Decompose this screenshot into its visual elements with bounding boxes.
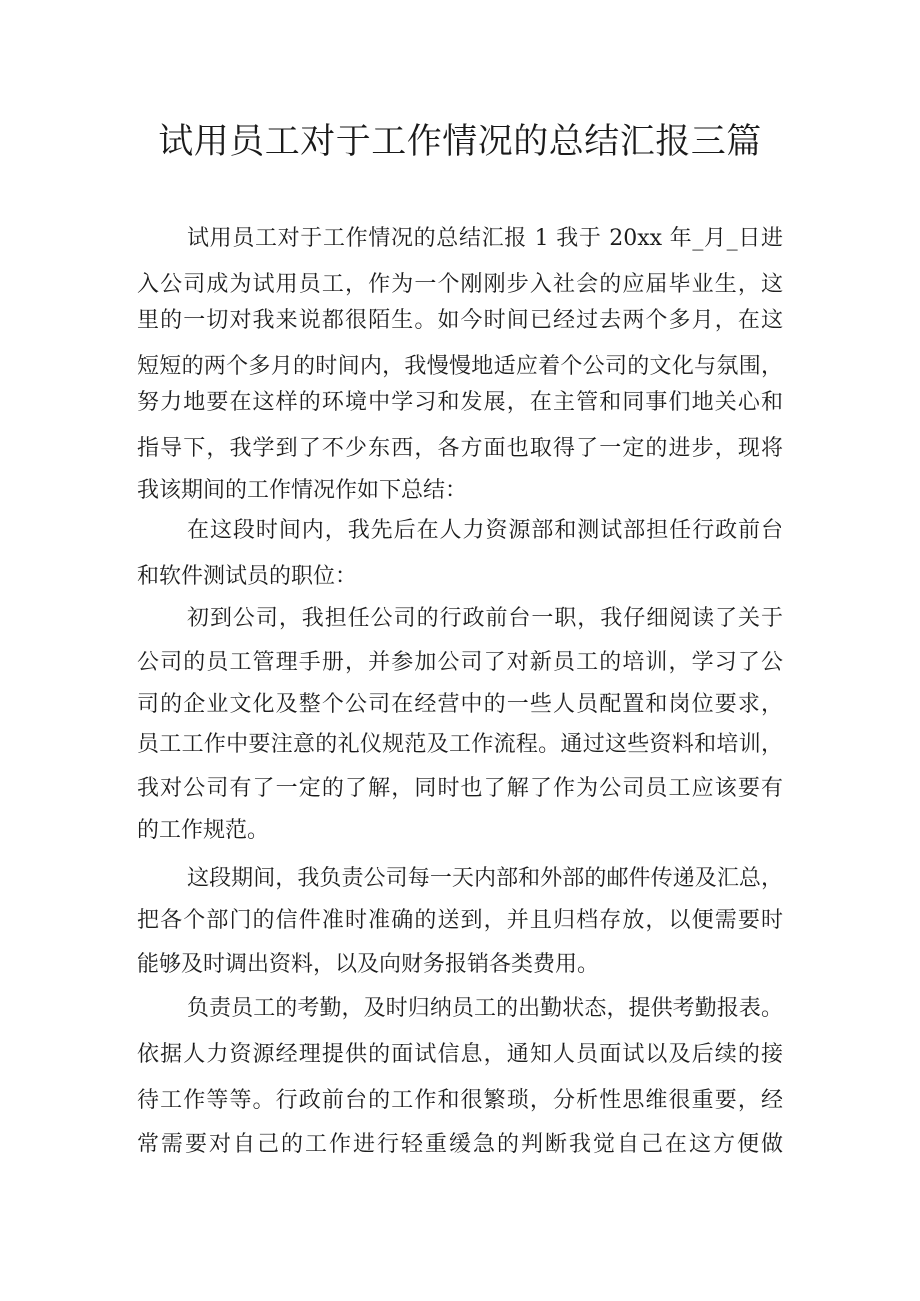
paragraph-line: 试用员工对于工作情况的总结汇报 1 我于 20xx 年_月_日进 (187, 226, 783, 251)
paragraph-line: 公司的员工管理手册，并参加公司了对新员工的培训，学习了公 (137, 650, 783, 675)
paragraph-line: 的工作规范。 (137, 818, 270, 843)
paragraph-line: 我该期间的工作情况作如下总结： (137, 478, 468, 503)
paragraph-line: 里的一切对我来说都很陌生。如今时间已经过去两个多月，在这 (137, 308, 783, 333)
paragraph-line: 指导下，我学到了不少东西，各方面也取得了一定的进步，现将 (137, 436, 783, 461)
paragraph-line: 常需要对自己的工作进行轻重缓急的判断我觉自己在这方便做 (137, 1132, 783, 1157)
document-title: 试用员工对于工作情况的总结汇报三篇 (158, 122, 762, 162)
paragraph-line: 能够及时调出资料，以及向财务报销各类费用。 (137, 952, 600, 977)
paragraph-line: 短短的两个多月的时间内，我慢慢地适应着个公司的文化与氛围， (137, 354, 783, 379)
paragraph-line: 我对公司有了一定的了解，同时也了解了作为公司员工应该要有 (137, 776, 783, 801)
paragraph-line: 这段期间，我负责公司每一天内部和外部的邮件传递及汇总， (187, 866, 783, 891)
paragraph-line: 待工作等等。行政前台的工作和很繁琐，分析性思维很重要，经 (137, 1088, 783, 1113)
paragraph-line: 在这段时间内，我先后在人力资源部和测试部担任行政前台 (187, 518, 783, 543)
paragraph-line: 把各个部门的信件准时准确的送到，并且归档存放，以便需要时 (137, 908, 783, 933)
paragraph-line: 员工工作中要注意的礼仪规范及工作流程。通过这些资料和培训， (137, 732, 783, 757)
paragraph-line: 依据人力资源经理提供的面试信息，通知人员面试以及后续的接 (137, 1042, 783, 1067)
paragraph-line: 负责员工的考勤，及时归纳员工的出勤状态，提供考勤报表。 (187, 996, 783, 1021)
paragraph-line: 入公司成为试用员工，作为一个刚刚步入社会的应届毕业生，这 (137, 272, 783, 297)
paragraph-line: 初到公司，我担任公司的行政前台一职，我仔细阅读了关于 (187, 606, 783, 631)
paragraph-line: 和软件测试员的职位： (137, 564, 358, 589)
paragraph-line: 司的企业文化及整个公司在经营中的一些人员配置和岗位要求， (137, 692, 783, 717)
paragraph-line: 努力地要在这样的环境中学习和发展，在主管和同事们地关心和 (137, 390, 783, 415)
